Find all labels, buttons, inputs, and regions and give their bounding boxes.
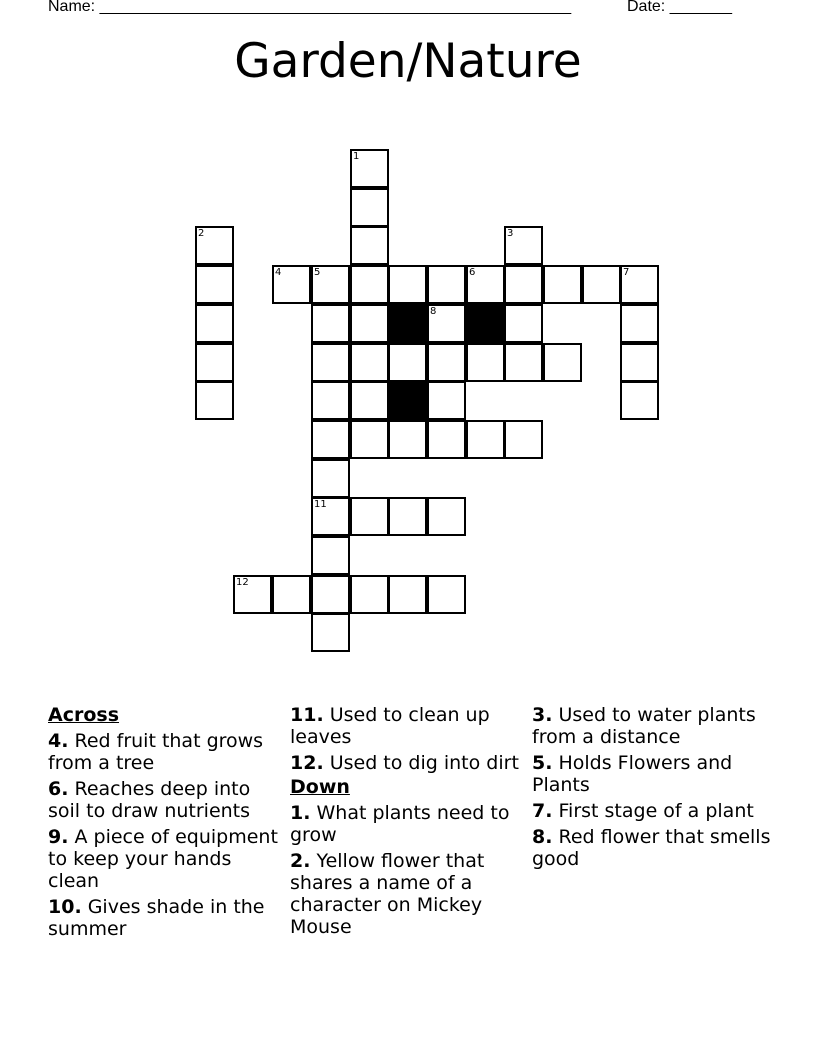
grid-cell[interactable] [543,265,582,304]
cell-number: 5 [314,267,321,278]
grid-cell[interactable] [195,226,234,265]
grid-cell[interactable] [388,497,427,536]
clue-across-10 [48,896,280,940]
grid-cell[interactable] [311,265,350,304]
grid-cell[interactable] [350,304,389,343]
grid-cell[interactable] [388,575,427,614]
clue-across-9 [48,826,280,892]
blocked-cell [388,381,427,420]
grid-cell[interactable] [350,381,389,420]
grid-cell[interactable] [620,265,659,304]
cell-number: 3 [507,228,514,239]
grid-cell[interactable] [311,497,350,536]
clue-text: Holds Flowers and Plants [532,752,733,796]
cell-number: 1 [353,151,360,162]
grid-cell[interactable] [620,343,659,382]
clue-number: 11. [290,704,324,726]
grid-cell[interactable] [466,343,505,382]
clue-across-6 [48,778,280,822]
grid-cell[interactable] [427,381,466,420]
clue-number: 8. [532,826,553,848]
grid-cell[interactable] [350,149,389,188]
grid-cell[interactable] [543,343,582,382]
grid-cell[interactable] [504,304,543,343]
clue-across-11 [290,704,522,748]
grid-cell[interactable] [311,575,350,614]
grid-cell[interactable] [311,381,350,420]
clue-text: First stage of a plant [552,800,754,822]
grid-cell[interactable] [350,343,389,382]
clue-number: 3. [532,704,553,726]
down-heading: Down [290,776,350,798]
grid-cell[interactable] [311,304,350,343]
cell-number: 6 [469,267,476,278]
grid-cell[interactable] [504,420,543,459]
clue-column-2 [290,702,522,938]
clue-number: 7. [532,800,553,822]
grid-cell[interactable] [427,343,466,382]
puzzle-title: Garden/Nature [234,34,582,89]
clue-number: 6. [48,778,69,800]
cell-number: 4 [275,267,282,278]
grid-cell[interactable] [620,381,659,420]
grid-cell[interactable] [427,304,466,343]
grid-cell[interactable] [504,343,543,382]
cell-number: 8 [430,306,437,317]
cell-number: 12 [236,577,249,588]
grid-cell[interactable] [350,265,389,304]
name-field-line: Name: _____________________________________________________ [48,0,572,15]
grid-cell[interactable] [195,343,234,382]
grid-cell[interactable] [620,304,659,343]
clue-down-1 [290,802,522,846]
clue-column-3 [532,702,772,870]
clue-text: Red flower that smells good [532,826,771,870]
grid-cell[interactable] [427,497,466,536]
clue-down-3 [532,704,772,748]
clue-number: 9. [48,826,69,848]
grid-cell[interactable] [350,226,389,265]
cell-number: 11 [314,499,327,510]
grid-cell[interactable] [350,575,389,614]
clue-down-8 [532,826,772,870]
clue-number: 12. [290,752,324,774]
clue-column-1 [48,702,280,940]
grid-cell[interactable] [350,420,389,459]
grid-cell[interactable] [582,265,621,304]
grid-cell[interactable] [350,497,389,536]
across-heading: Across [48,704,120,726]
grid-cell[interactable] [311,459,350,498]
grid-cell[interactable] [504,265,543,304]
grid-cell[interactable] [427,575,466,614]
grid-cell[interactable] [272,265,311,304]
clue-across-4 [48,730,280,774]
blocked-cell [466,304,505,343]
grid-cell[interactable] [311,343,350,382]
grid-cell[interactable] [195,265,234,304]
grid-cell[interactable] [311,613,350,652]
grid-cell[interactable] [504,226,543,265]
cell-number: 2 [198,228,205,239]
cell-number: 7 [623,267,630,278]
clue-number: 1. [290,802,311,824]
grid-cell[interactable] [466,265,505,304]
date-field-line: Date: _______ [627,0,732,15]
grid-cell[interactable] [350,188,389,227]
clue-across-12 [290,752,522,774]
grid-cell[interactable] [427,420,466,459]
clue-down-5 [532,752,772,796]
clue-text: Used to dig into dirt [323,752,519,774]
grid-cell[interactable] [311,536,350,575]
clue-number: 2. [290,850,311,872]
clue-down-2 [290,850,522,938]
clue-number: 4. [48,730,69,752]
grid-cell[interactable] [427,265,466,304]
grid-cell[interactable] [195,304,234,343]
grid-cell[interactable] [388,343,427,382]
clue-text: Gives shade in the summer [48,896,265,940]
clue-text: Yellow flower that shares a name of a character on Mickey Mouse [290,850,485,938]
blocked-cell [388,304,427,343]
clue-down-7 [532,800,772,822]
clue-text: Used to clean up leaves [290,704,490,748]
grid-cell[interactable] [388,420,427,459]
grid-cell[interactable] [466,420,505,459]
clue-number: 10. [48,896,82,918]
clue-text: Used to water plants from a distance [532,704,756,748]
clue-text: Red fruit that grows from a tree [48,730,264,774]
clue-text: A piece of equipment to keep your hands clean [48,826,278,892]
grid-cell[interactable] [311,420,350,459]
clue-number: 5. [532,752,553,774]
grid-cell[interactable] [388,265,427,304]
clue-text: What plants need to grow [290,802,510,846]
grid-cell[interactable] [233,575,272,614]
grid-cell[interactable] [195,381,234,420]
clue-text: Reaches deep into soil to draw nutrients [48,778,251,822]
grid-cell[interactable] [272,575,311,614]
